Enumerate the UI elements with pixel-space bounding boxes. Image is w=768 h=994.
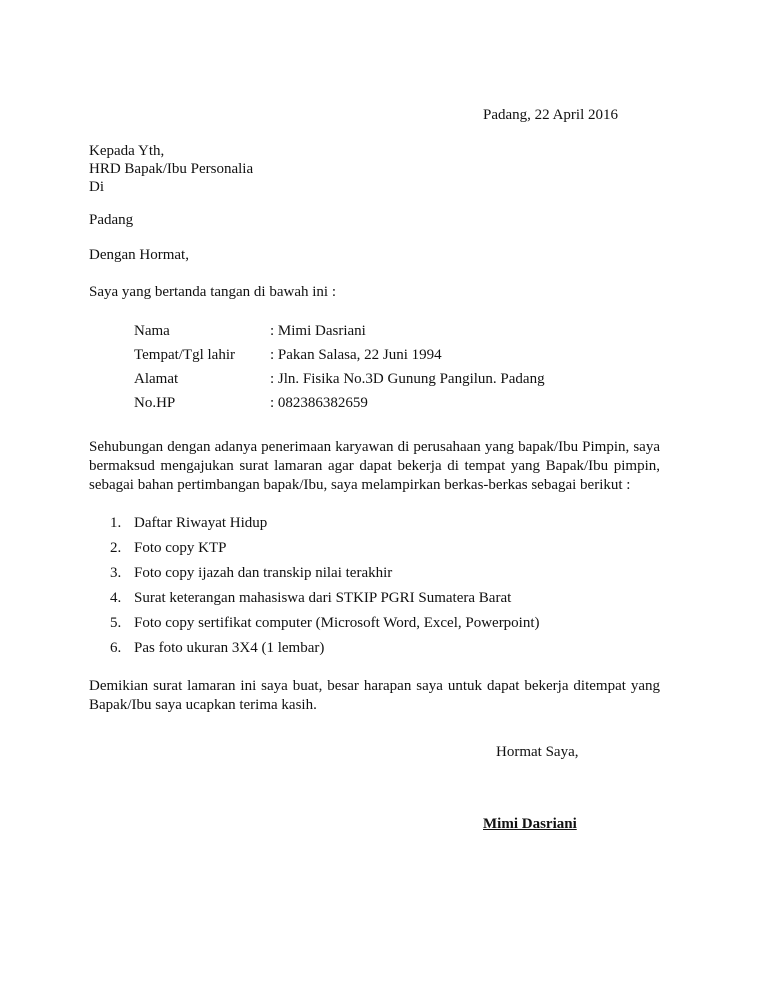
identity-label-birth: Tempat/Tgl lahir — [134, 347, 236, 363]
recipient-line-2: HRD Bapak/Ibu Personalia — [89, 161, 254, 177]
list-number: 3. — [110, 565, 122, 581]
signer-name: Mimi Dasriani — [483, 816, 577, 832]
paragraph-line: Bapak/Ibu saya ucapkan terima kasih. — [89, 697, 317, 713]
paragraph-line: sebagai bahan pertimbangan bapak/Ibu, saya melampirkan berkas-berkas sebagai berikut : — [89, 477, 631, 493]
identity-value-birth: : Pakan Salasa, 22 Juni 1994 — [270, 347, 442, 363]
list-text: Daftar Riwayat Hidup — [134, 515, 268, 531]
body-paragraph-1 — [89, 438, 660, 495]
greeting: Dengan Hormat, — [89, 247, 189, 263]
recipient-line-1: Kepada Yth, — [89, 143, 165, 159]
list-number: 1. — [110, 515, 122, 531]
identity-label-address: Alamat — [134, 371, 179, 387]
identity-label-name: Nama — [134, 323, 170, 339]
paragraph-line: bermaksud mengajukan surat lamaran agar dapat bekerja di tempat yang Bapak/Ibu pimpin, — [89, 458, 660, 474]
recipient-city: Padang — [89, 212, 134, 228]
list-text: Pas foto ukuran 3X4 (1 lembar) — [134, 640, 325, 656]
body-paragraph-2 — [89, 677, 660, 715]
list-text: Foto copy sertifikat computer (Microsoft Word, Excel, Powerpoint) — [134, 615, 540, 631]
list-number: 6. — [110, 640, 122, 656]
recipient-line-3: Di — [89, 179, 104, 195]
list-number: 2. — [110, 540, 122, 556]
letter-date: Padang, 22 April 2016 — [483, 107, 618, 123]
intro-sentence: Saya yang bertanda tangan di bawah ini : — [89, 284, 337, 300]
paragraph-line: Demikian surat lamaran ini saya buat, besar harapan saya untuk dapat bekerja ditempat yang — [89, 678, 660, 694]
closing-salutation: Hormat Saya, — [496, 744, 579, 760]
paragraph-line: Sehubungan dengan adanya penerimaan karyawan di perusahaan yang bapak/Ibu Pimpin, saya — [89, 439, 660, 455]
identity-value-phone: : 082386382659 — [270, 395, 368, 411]
identity-value-name: : Mimi Dasriani — [270, 323, 366, 339]
identity-label-phone: No.HP — [134, 395, 176, 411]
list-text: Foto copy KTP — [134, 540, 227, 556]
recipient-address — [89, 142, 253, 196]
list-number: 5. — [110, 615, 122, 631]
list-text: Foto copy ijazah dan transkip nilai terakhir — [134, 565, 393, 581]
list-number: 4. — [110, 590, 122, 606]
identity-value-address: : Jln. Fisika No.3D Gunung Pangilun. Padang — [270, 371, 545, 387]
list-text: Surat keterangan mahasiswa dari STKIP PGRI Sumatera Barat — [134, 590, 512, 606]
